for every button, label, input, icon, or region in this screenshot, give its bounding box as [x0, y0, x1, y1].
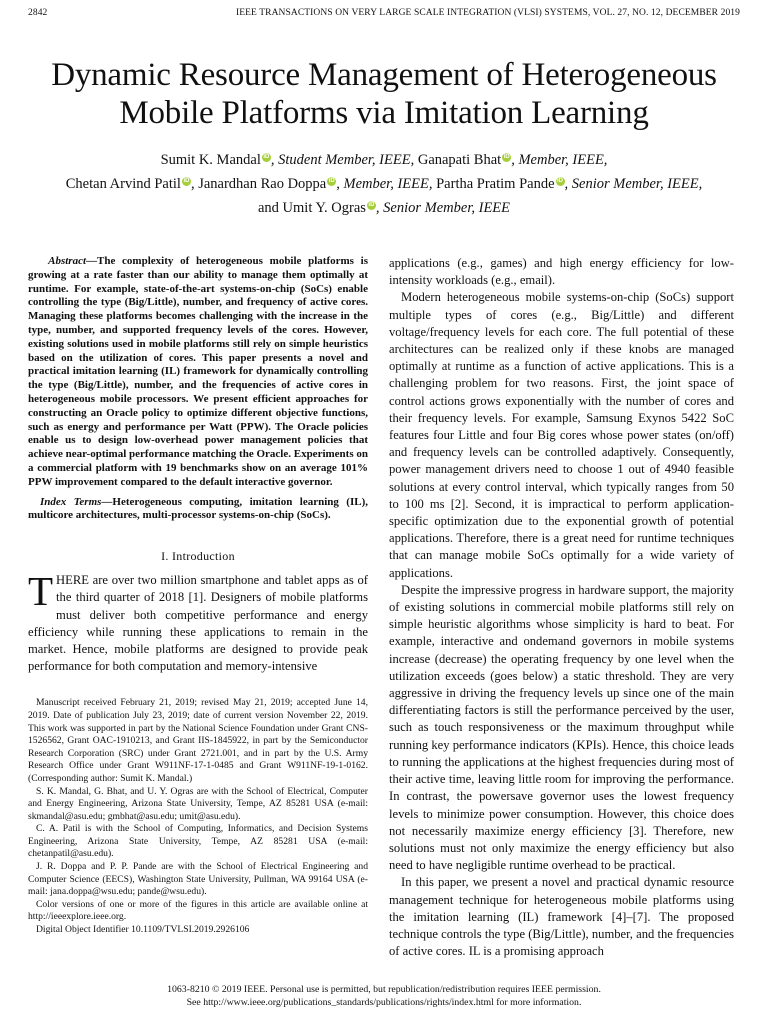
- author-name: Sumit K. Mandal: [160, 152, 261, 168]
- abstract: Abstract—The complexity of heterogeneous mobile platforms is growing at a rate faster than our ability to manage them optimally at runtime. For example, state-of-the-art systems-on-chip (SoCs) enable controlling the type (Big/Little), number, and frequency of active cores. Managing these platforms becomes challenging with the increase in the type, number, and supported frequency levels of the cores. However, existing solutions used in mobile platforms still rely on simple heuristics based on the utilization of cores. This paper presents a novel and practical imitation learning (IL) framework for dynamically controlling the type (Big/Little), number, and the frequencies of active cores in heterogeneous mobile processors. We present efficient approaches for constructing an Oracle policy to optimize different objective functions, such as energy and performance per Watt (PPW). The Oracle policies enable us to design low-overhead power management policies that achieve near-optimal performance matching the Oracle. Experiments on a commercial platform with 19 benchmarks show on an average 101% PPW improvement compared to the default interactive governor.: [28, 255, 368, 488]
- journal-name: IEEE TRANSACTIONS ON VERY LARGE SCALE INTEGRATION (VLSI) SYSTEMS, VOL. 27, NO. 12, DECEMBER 2019: [235, 8, 740, 18]
- drop-cap: T: [28, 568, 54, 615]
- author-name: Partha Pratim Pande: [436, 176, 555, 192]
- footnote: Manuscript received February 21, 2019; revised May 21, 2019; accepted June 14, 2019. Date of publication July 23, 2019; date of current version November 22, 2019. This work was supported in part by the National Science Foundation under Grant CNS-1526562, Grant OAC-1910213, and Grant IIS-1845922, in part by the Semiconductor Research Corporation (SRC) under Grant 2721.001, and in part by the U.S. Army Research Office under Grant W911NF-17-1-0485 and Grant W911NF-19-1-0162. (Corresponding author: Sumit K. Mandal.): [28, 697, 368, 784]
- author-list: Sumit K. Mandal iD , Student Member, IEEE, Ganapati Bhat iD , Member, IEEE, Chetan Arvind Patil iD , Janardhan Rao Doppa iD , Member, IEEE, Partha Pratim Pande iD , Senior Member, IEEE, and Umit Y. Ogras iD , Senior Member, IEEE: [65, 152, 703, 216]
- page-number: 2842: [28, 8, 48, 18]
- footnote: J. R. Doppa and P. P. Pande are with the School of Electrical Engineering and Computer Science (EECS), Washington State University, Pullman, WA 99164 USA (e-mail: jana.doppa@wsu.edu; pande@wsu.edu).: [28, 861, 368, 898]
- author-name: Ganapati Bhat: [417, 152, 502, 168]
- running-header: [28, 8, 740, 18]
- index-terms-label: Index Terms: [40, 495, 102, 508]
- copyright-footer: [0, 984, 768, 1009]
- orcid-icon[interactable]: iD: [183, 178, 190, 185]
- body-paragraph: Modern heterogeneous mobile systems-on-chip (SoCs) support multiple types of cores (e.g., Big/Little) and different voltage/frequency levels for each core. The full potential of these architectures can be realized only if these knobs are managed optimally at runtime as a function of active applications. This is a challenging problem for two reasons. First, the joint space of control actions grows exponentially with the number of cores and their frequency levels. For example, Samsung Exynos 5422 SoC features four Little and four Big cores whose power states (on/off) and frequency levels can be controlled adaptively. Consequently, power management drivers need to choose 1 out of 4940 feasible solutions at every control interval, which typically ranges from 50 to 100 ms [2]. Second, it is impractical to perform application-specific optimization due to the exponential growth of potential applications. Therefore, there is a great need for runtime techniques that can manage mobile SoCs optimally for a wide variety of applications.: [389, 290, 734, 580]
- body-paragraph: In this paper, we present a novel and practical dynamic resource management technique for heterogeneous mobile platforms using the imitation learning (IL) framework [4]–[7]. The proposed technique controls the type (Big/Little), number, and the frequencies of active cores. IL is a promising approach: [389, 875, 735, 959]
- author-role: , Member, IEEE,: [511, 152, 608, 168]
- orcid-icon[interactable]: iD: [368, 202, 375, 209]
- orcid-icon[interactable]: iD: [557, 178, 564, 185]
- index-terms-text: Heterogeneous computing, imitation learning (IL), multicore architectures, multi-processor systems-on-chip (SoCs).: [28, 495, 368, 522]
- body-paragraph: Despite the impressive progress in hardware support, the majority of existing solutions in commercial mobile platforms still rely on simple heuristic algorithms whose simplicity is hard to beat. For example, interactive and ondemand governors in mobile systems increase (decrease) the operating frequency by one level when the utilization exceeds (goes below) a static threshold. They are very aggressive in driving the frequency levels up since one of the main differentiating factors is still the performance perceived by the user, such as touch responsiveness or the maximum throughput while running key performance indicators (KPIs). Hence, this choice leads to running the applications at the highest frequencies during most of their active time, leaving little room for improving the performance. In contrast, the powersave governor uses the lowest frequency levels to minimize power consumption. However, this choice does not necessarily maximize energy efficiency [3]. Therefore, new solutions must not only maximize the energy efficiency but also need to have negligible runtime overhead to be practical.: [389, 582, 734, 873]
- abstract-text: The complexity of heterogeneous mobile platforms is growing at a rate faster than our ability to manage them optimally at runtime. For example, state-of-the-art systems-on-chip (SoCs) enable controlling the type (Big/Little), number, and frequency of active cores. Managing these platforms becomes challenging with the increase in the type, number, and supported frequency levels of the cores. However, existing solutions used in mobile platforms still rely on simple heuristics based on the utilization of cores. This paper presents a novel and practical imitation learning (IL) framework for dynamically controlling the type (Big/Little), number, and the frequencies of active cores in heterogeneous mobile processors. We present efficient approaches for constructing an Oracle policy to optimize different objective functions, such as energy and performance per Watt (PPW). The Oracle policies enable us to design low-overhead power management policies that achieve near-optimal performance matching the Oracle. Experiments on a commercial platform with 19 benchmarks show on an average 101% PPW improvement compared to the default interactive governor.: [28, 255, 368, 488]
- footnotes: [28, 697, 368, 936]
- author-role: , Student Member, IEEE: [270, 152, 411, 168]
- author-name: and Umit Y. Ogras: [257, 200, 366, 216]
- paper-title: [0, 56, 768, 132]
- orcid-icon[interactable]: iD: [263, 154, 270, 161]
- index-terms: Index Terms—Heterogeneous computing, imitation learning (IL), multicore architectures, multi-processor systems-on-chip (SoCs).: [28, 495, 368, 522]
- intro-text: HERE are over two million smartphone and tablet apps as of the third quarter of 2018 [1]. Designers of mobile platforms must deliver both competitive performance and energy efficiency while running these applications to remain in the market. Hence, mobile platforms are designed to provide peak performance for both computation and memory-intensive: [28, 573, 368, 674]
- intro-paragraph: [28, 568, 368, 675]
- author-role: , Member, IEEE,: [336, 176, 433, 192]
- title-line-1: Dynamic Resource Management of Heterogeneous: [51, 57, 717, 93]
- orcid-icon[interactable]: iD: [503, 154, 510, 161]
- body-paragraph: applications (e.g., games) and high energy efficiency for low-intensity workloads (e.g., email).: [389, 256, 734, 288]
- right-column: [389, 255, 734, 960]
- left-column: [28, 255, 368, 937]
- footnote: C. A. Patil is with the School of Computing, Informatics, and Decision Systems Engineering, Arizona State University, Tempe, AZ 85281 USA (e-mail: chetanpatil@asu.edu).: [28, 823, 368, 860]
- footnote: S. K. Mandal, G. Bhat, and U. Y. Ogras are with the School of Electrical, Computer and Energy Engineering, Arizona State University, Tempe, AZ 85281 USA (e-mail: skmandal@asu.edu; gmbhat@asu.edu; umit@asu.edu).: [28, 785, 368, 822]
- author-role: , Senior Member, IEEE: [375, 200, 511, 216]
- footnote: Color versions of one or more of the figures in this article are available online at http://ieeexplore.ieee.org.: [28, 898, 368, 923]
- title-line-2: Mobile Platforms via Imitation Learning: [119, 95, 649, 131]
- author-role: , Senior Member, IEEE,: [564, 176, 703, 192]
- author-name: Chetan Arvind Patil: [65, 176, 181, 192]
- section-heading: I. Introduction: [161, 549, 235, 564]
- footnote: Digital Object Identifier 10.1109/TVLSI.2019.2926106: [36, 924, 250, 936]
- orcid-icon[interactable]: iD: [328, 178, 335, 185]
- author-name: Janardhan Rao Doppa: [198, 176, 327, 192]
- copyright-line: 1063-8210 © 2019 IEEE. Personal use is permitted, but republication/redistribution requires IEEE permission.: [167, 984, 601, 995]
- abstract-label: Abstract: [48, 255, 87, 267]
- rights-link-line: See http://www.ieee.org/publications_standards/publications/rights/index.html for more information.: [186, 996, 582, 1008]
